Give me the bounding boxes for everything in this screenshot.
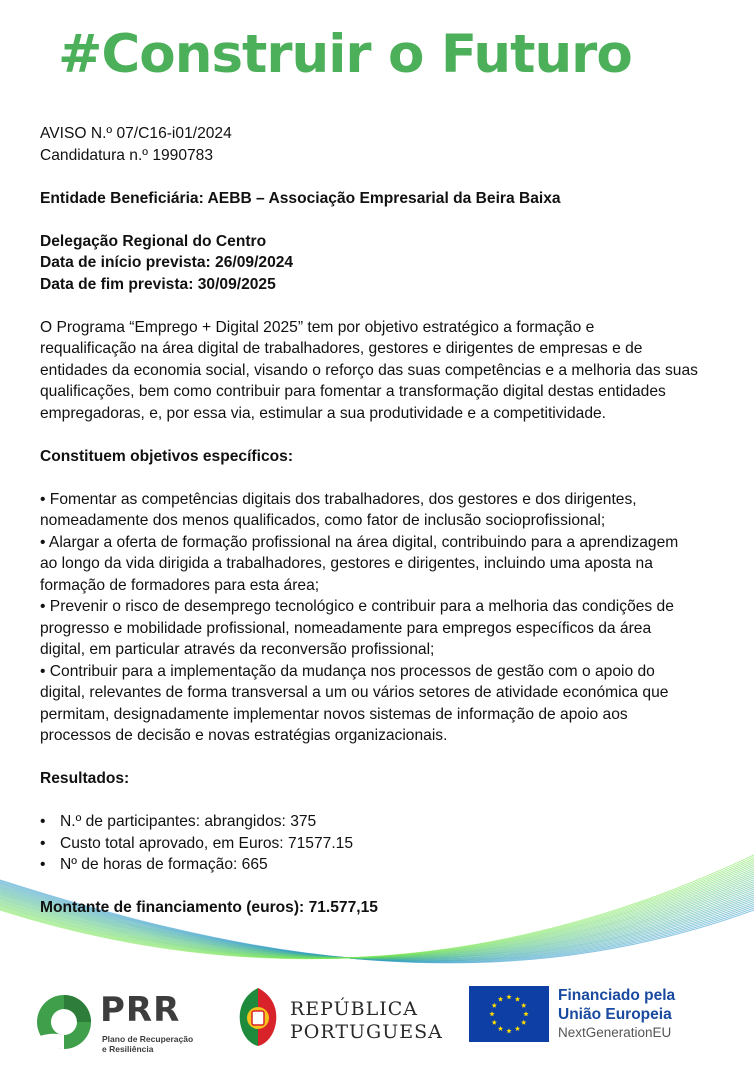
prr-wordmark: PRR bbox=[100, 990, 181, 1030]
eu-star-icon bbox=[506, 994, 511, 999]
eu-line: União Europeia bbox=[558, 1006, 672, 1023]
prr-logo bbox=[32, 988, 222, 1052]
eu-star-icon bbox=[489, 1011, 494, 1016]
prr-subtitle-line: e Resiliência bbox=[102, 1044, 154, 1054]
program-line: entidades da economia social, visando o reforço das suas competências e a melhoria das suas bbox=[40, 361, 698, 379]
objective-line: • Fomentar as competências digitais dos trabalhadores, dos gestores e dos dirigentes, bbox=[40, 490, 637, 508]
program-line: qualificações, bem como contribuir para fomentar a transformação digital destas entidades bbox=[40, 383, 666, 400]
objective-line: • Alargar a oferta de formação profissional na área digital, contribuindo para a aprendizagem bbox=[40, 533, 679, 551]
objective-line: • Contribuir para a implementação da mudança nos processos de gestão com o apoio do bbox=[40, 662, 655, 680]
regional-delegation: Delegação Regional do Centro bbox=[40, 232, 267, 250]
eu-star-icon bbox=[492, 1003, 497, 1008]
eu-star-icon bbox=[521, 1003, 526, 1008]
objective-line: • Prevenir o risco de desemprego tecnológico e contribuir para a melhoria das condições de bbox=[40, 598, 674, 615]
program-line: requalificação na área digital de trabalhadores, gestores e dirigentes de empresas e de bbox=[40, 340, 643, 357]
objectives-heading: Constituem objetivos específicos: bbox=[40, 447, 294, 465]
republica-portuguesa-logo bbox=[236, 986, 446, 1050]
rp-line: PORTUGUESA bbox=[290, 1021, 443, 1043]
eu-funding-text bbox=[558, 986, 675, 1042]
eu-star-icon bbox=[506, 1028, 511, 1033]
footer-logos bbox=[0, 980, 754, 1060]
rp-line: REPÚBLICA bbox=[290, 998, 418, 1020]
headline: #Construir o Futuro bbox=[58, 24, 632, 85]
eu-star-icon bbox=[515, 1026, 520, 1031]
objective-line: formação de formadores para esta área; bbox=[40, 576, 320, 594]
start-date: Data de início prevista: 26/09/2024 bbox=[40, 254, 294, 271]
republica-portuguesa-text bbox=[290, 998, 443, 1044]
result-item: • Nº de horas de formação: 665 bbox=[40, 854, 730, 876]
prr-emblem-icon bbox=[32, 988, 96, 1052]
eu-star-icon bbox=[515, 996, 520, 1001]
objective-line: progresso e mobilidade profissional, nomeadamente para empregos específicos da área bbox=[40, 619, 652, 637]
program-line: empregadoras, e, por essa via, estimular a sua produtividade e a competitividade. bbox=[40, 404, 607, 422]
objective-line: processos de decisão e novas estratégias organizacionais. bbox=[40, 727, 448, 744]
portugal-emblem-icon bbox=[236, 986, 280, 1048]
eu-funding-logo bbox=[469, 986, 709, 1050]
document-body bbox=[40, 123, 730, 919]
prr-subtitle bbox=[102, 1034, 193, 1054]
result-item: • N.º de participantes: abrangidos: 375 bbox=[40, 811, 730, 833]
objective-line: permitam, designadamente implementar novos sistemas de informação de apoio aos bbox=[40, 705, 628, 723]
eu-star-icon bbox=[498, 1026, 503, 1031]
program-line: O Programa “Emprego + Digital 2025” tem por objetivo estratégico a formação e bbox=[40, 318, 595, 336]
end-date: Data de fim prevista: 30/09/2025 bbox=[40, 275, 276, 293]
objective-line: digital, relevantes de forma transversal a um ou vários setores de atividade económica que bbox=[40, 684, 669, 701]
eu-star-icon bbox=[498, 996, 503, 1001]
results-list bbox=[40, 811, 730, 876]
objective-line: ao longo da vida dirigida a trabalhadores, gestores e dirigentes, incluindo uma aposta na bbox=[40, 555, 653, 572]
objective-line: nomeadamente dos menos qualificados, como fator de inclusão socioprofissional; bbox=[40, 512, 606, 529]
prr-subtitle-line: Plano de Recuperação bbox=[102, 1034, 194, 1044]
objective-line: digital, em particular através da reconversão profissional; bbox=[40, 641, 435, 658]
objective-item bbox=[40, 661, 730, 747]
eu-line: Financiado pela bbox=[558, 987, 676, 1004]
objectives-list bbox=[40, 489, 730, 747]
result-item: • Custo total aprovado, em Euros: 71577.15 bbox=[40, 833, 730, 855]
eu-star-icon bbox=[523, 1011, 528, 1016]
candidatura-number: Candidatura n.º 1990783 bbox=[40, 146, 214, 164]
aviso-number: AVISO N.º 07/C16-i01/2024 bbox=[40, 125, 232, 142]
beneficiary-entity: Entidade Beneficiária: AEBB – Associação Empresarial da Beira Baixa bbox=[40, 189, 561, 207]
funding-amount: Montante de financiamento (euros): 71.577,15 bbox=[40, 899, 378, 916]
eu-star-icon bbox=[492, 1020, 497, 1025]
program-description bbox=[40, 317, 730, 425]
results-heading: Resultados: bbox=[40, 770, 130, 787]
eu-line: NextGenerationEU bbox=[558, 1025, 672, 1040]
eu-flag-icon bbox=[469, 986, 549, 1042]
objective-item bbox=[40, 596, 730, 661]
eu-star-icon bbox=[521, 1020, 526, 1025]
objective-item bbox=[40, 489, 730, 532]
objective-item bbox=[40, 532, 730, 597]
